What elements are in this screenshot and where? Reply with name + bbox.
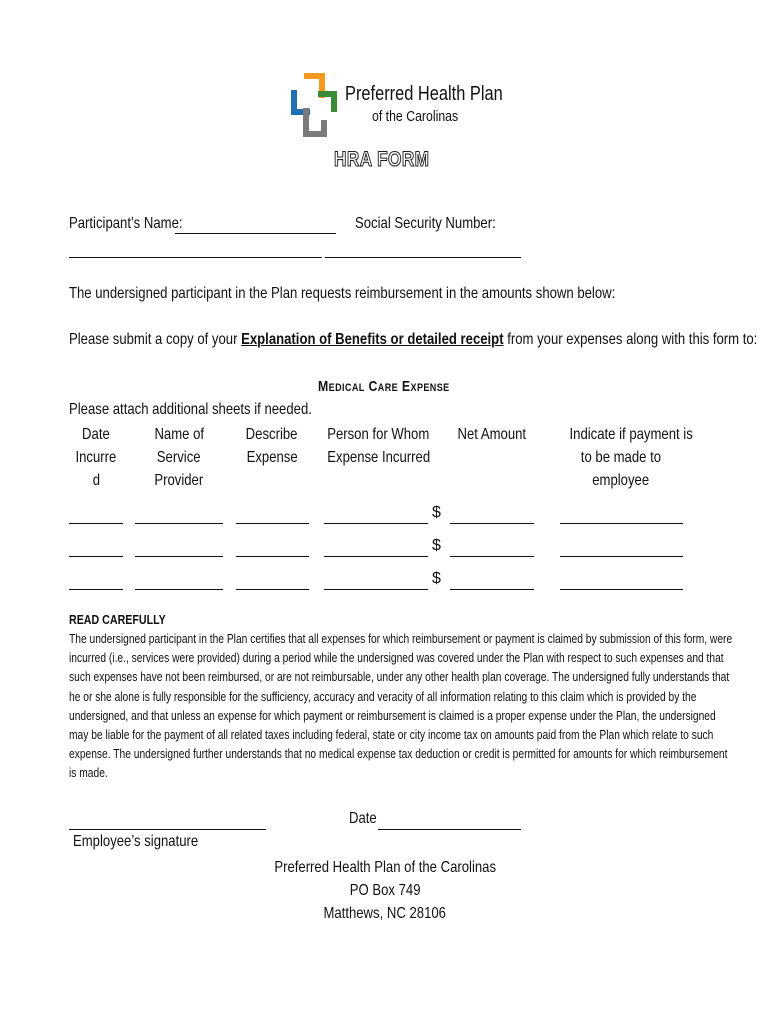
date-field[interactable] (378, 829, 521, 830)
header-person: Person for Whom Expense Incurred (327, 426, 431, 466)
row1-person-field[interactable] (324, 523, 428, 524)
row1-indicate-field[interactable] (560, 523, 683, 524)
row1-provider-field[interactable] (135, 523, 223, 524)
address-line1: Preferred Health Plan of the Carolinas (274, 859, 496, 876)
row3-currency: $ (432, 570, 441, 587)
header-expense: Describe Expense (246, 426, 298, 466)
form-title: HRA FORM (334, 148, 430, 171)
row3-expense-field[interactable] (236, 589, 309, 590)
read-carefully-line: undersigned, and that unless an expense for which payment or reimbursement is claimed is a proper expense under the Plan, the undersigned (69, 708, 716, 723)
read-carefully-line: is made. (69, 766, 108, 781)
row2-person-field[interactable] (324, 556, 428, 557)
read-carefully-line: he or she alone is fully responsible for the sufficiency, accuracy and veracity of all information relating to this claim which is provided by the (69, 689, 697, 704)
read-carefully-body (69, 630, 733, 784)
address-line2: PO Box 749 (349, 882, 421, 899)
employee-signature-label: Employee’s signature (73, 833, 199, 850)
row1-expense-field[interactable] (236, 523, 309, 524)
participant-name-label: Participant’s Name: (69, 215, 183, 232)
read-carefully-line: may be liable for the payment of all related taxes including federal, state or city income tax on amounts paid from the Plan which relate to such (69, 728, 714, 743)
row2-expense-field[interactable] (236, 556, 309, 557)
intro-text: The undersigned participant in the Plan requests reimbursement in the amounts shown below: (69, 285, 616, 302)
org-logo (290, 68, 338, 140)
org-subname: of the Carolinas (372, 108, 459, 125)
row3-net-field[interactable] (450, 589, 534, 590)
row1-net-field[interactable] (450, 523, 534, 524)
row2-date-field[interactable] (69, 556, 123, 557)
row1-currency: $ (432, 504, 441, 521)
section-title: Medical Care Expense (318, 378, 450, 395)
row1-date-field[interactable] (69, 523, 123, 524)
row3-date-field[interactable] (69, 589, 123, 590)
header-indicate: Indicate if payment is to be made to employee (569, 426, 693, 489)
read-carefully-line: expense. The undersigned further understands that no medical expense tax deduction or credit is permitted for amounts for which reimbursement (69, 747, 728, 762)
mailing-address (235, 856, 535, 925)
submit-instructions: Please submit a copy of your Explanation of Benefits or detailed receipt from your expenses along with this form to: (69, 331, 758, 348)
row3-person-field[interactable] (324, 589, 428, 590)
row3-indicate-field[interactable] (560, 589, 683, 590)
ssn-label: Social Security Number: (355, 215, 496, 232)
submit-emphasis: Explanation of Benefits or detailed receipt (241, 331, 504, 348)
header-net-amount: Net Amount (457, 426, 527, 443)
read-carefully-line: incurred (i.e., services were provided) during a period while the undersigned was covered under the Plan with respect to such expenses and that (69, 651, 724, 666)
read-carefully-line: The undersigned participant in the Plan certifies that all expenses for which reimbursement or payment is claimed by submission of this form, were (69, 632, 733, 646)
read-carefully-line: such expenses have not been reimbursed, or are not reimbursable, under any other health plan coverage. The undersigned fully understands that (69, 670, 730, 685)
attach-note: Please attach additional sheets if needed. (69, 401, 312, 418)
row2-provider-field[interactable] (135, 556, 223, 557)
row2-indicate-field[interactable] (560, 556, 683, 557)
row2-net-field[interactable] (450, 556, 534, 557)
participant-name-field[interactable] (175, 233, 336, 234)
org-name: Preferred Health Plan (345, 83, 503, 105)
employee-signature-field[interactable] (69, 829, 266, 830)
participant-name-field-cont[interactable] (69, 257, 322, 258)
header-provider: Name of Service Provider (154, 426, 204, 489)
header-date: Date Incurre d (75, 426, 117, 489)
row3-provider-field[interactable] (135, 589, 223, 590)
row2-currency: $ (432, 537, 441, 554)
date-label: Date (349, 810, 377, 827)
read-carefully-heading: READ CAREFULLY (69, 612, 166, 627)
address-line3: Matthews, NC 28106 (323, 905, 447, 922)
org-logo-icon (290, 68, 338, 140)
ssn-field[interactable] (325, 257, 521, 258)
